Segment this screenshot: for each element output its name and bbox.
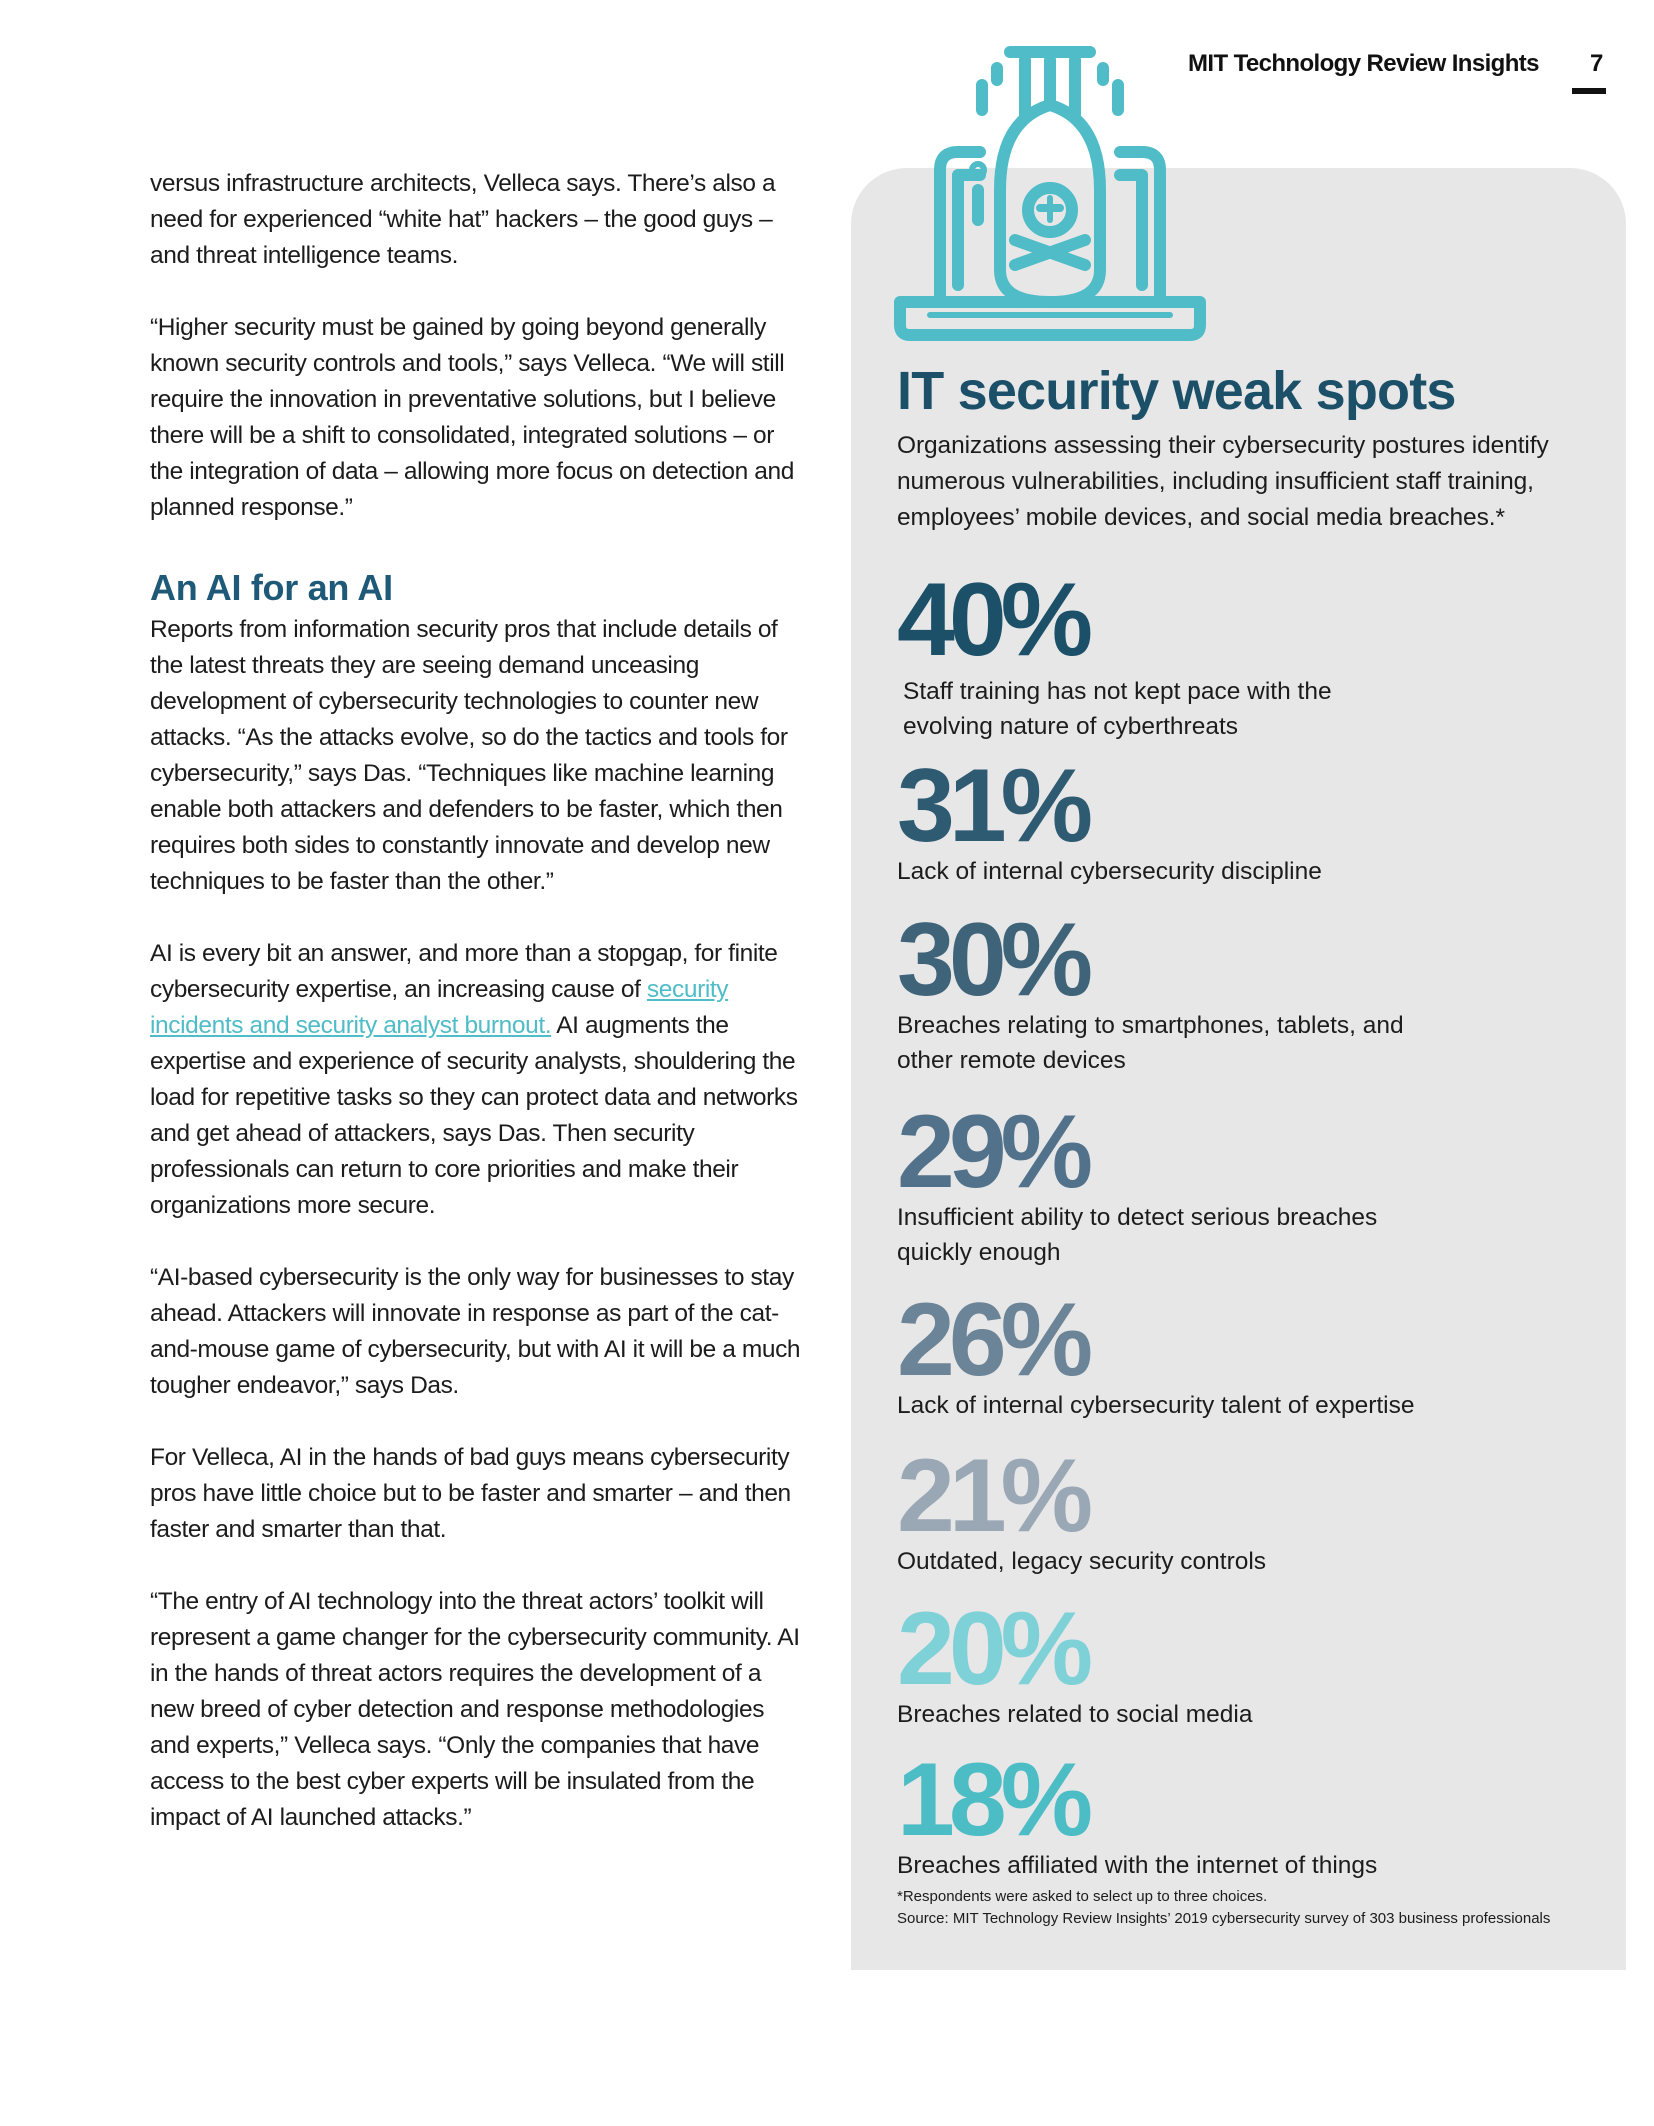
stat-20 xyxy=(897,1591,1497,1732)
stat-29 xyxy=(897,1094,1457,1270)
stat-value: 29% xyxy=(897,1094,1088,1210)
stat-value: 21% xyxy=(897,1438,1088,1554)
stat-label: Breaches relating to smartphones, tablets, and other remote devices xyxy=(897,1012,1404,1074)
sidebar-footnotes xyxy=(897,1886,1597,1930)
header-brand: MIT Technology Review Insights xyxy=(1188,50,1539,77)
stat-label: Outdated, legacy security controls xyxy=(897,1548,1267,1575)
section-heading: An AI for an AI xyxy=(150,567,393,608)
paragraph-4 xyxy=(150,936,810,1224)
sidebar-header xyxy=(897,360,1597,536)
stat-label: Lack of internal cybersecurity talent of expertise xyxy=(897,1392,1415,1419)
left-column xyxy=(150,166,810,1872)
sidebar-intro: Organizations assessing their cybersecurity postures identify numerous vulnerabilities, including insufficient staff training, employees’ mobile devices, and social media breaches.* xyxy=(897,432,1549,531)
paragraph-7: “The entry of AI technology into the threat actors’ toolkit will represent a game changer for the cybersecurity community. AI in the hands of threat actors requires the development of a new breed of cyber detection and response methodologies and experts,” Velleca says. “Only the companies that have access to the best cyber experts will be insulated from the impact of AI launched attacks.” xyxy=(150,1588,800,1831)
burnout-link[interactable]: security incidents and security analyst burnout. xyxy=(150,976,729,1039)
paragraph-5: “AI-based cybersecurity is the only way for businesses to stay ahead. Attackers will innovate in response as part of the cat-and-mouse game of cybersecurity, but with AI it will be a much tougher endeavor,” says Das. xyxy=(150,1264,801,1399)
page-number-rule xyxy=(1572,88,1606,94)
stat-label: Staff training has not kept pace with the evolving nature of cyberthreats xyxy=(903,678,1332,740)
stat-value: 40% xyxy=(897,562,1088,678)
stat-value: 30% xyxy=(897,902,1088,1018)
paragraph-6: For Velleca, AI in the hands of bad guys means cybersecurity pros have little choice but to be faster and smarter – and then faster and smarter than that. xyxy=(150,1444,791,1543)
stat-label: Lack of internal cybersecurity discipline xyxy=(897,858,1322,885)
sidebar-title: IT security weak spots xyxy=(897,361,1456,421)
footnote: *Respondents were asked to select up to three choices. xyxy=(897,1888,1268,1905)
page-number: 7 xyxy=(1590,50,1604,77)
stat-value: 18% xyxy=(897,1742,1088,1858)
stat-40 xyxy=(897,562,1417,744)
paragraph-4-text-b: AI augments the expertise and experience of security analysts, shouldering the load for repetitive tasks so they can protect data and networks and get ahead of attackers, says Das. Then security professionals can return to core priorities and make their organizations more secure. xyxy=(150,1012,798,1219)
source-note: Source: MIT Technology Review Insights’ 2019 cybersecurity survey of 303 business professionals xyxy=(897,1910,1551,1927)
stat-value: 20% xyxy=(897,1591,1088,1707)
stat-value: 31% xyxy=(897,748,1088,864)
laptop-bomb-icon xyxy=(890,40,1210,360)
paragraph-4-text-a: AI is every bit an answer, and more than a stopgap, for finite cybersecurity expertise, an increasing cause of xyxy=(150,940,778,1003)
paragraph-1: versus infrastructure architects, Velleca says. There’s also a need for experienced “white hat” hackers – the good guys – and threat intelligence teams. xyxy=(150,170,776,269)
stat-label: Insufficient ability to detect serious breaches quickly enough xyxy=(897,1204,1378,1266)
stat-30 xyxy=(897,902,1417,1078)
stat-21 xyxy=(897,1438,1497,1579)
stat-26 xyxy=(897,1282,1537,1423)
stat-label: Breaches affiliated with the internet of things xyxy=(897,1852,1378,1879)
paragraph-3: Reports from information security pros that include details of the latest threats they are seeing demand unceasing development of cybersecurity technologies to counter new attacks. “As the attacks evolve, so do the tactics and tools for cybersecurity,” says Das. “Techniques like machine learning enable both attackers and defenders to be faster, which then requires both sides to constantly innovate and develop new techniques to be faster than the other.” xyxy=(150,616,788,895)
paragraph-2: “Higher security must be gained by going beyond generally known security controls and tools,” says Velleca. “We will still require the innovation in preventative solutions, but I believe there will be a shift to consolidated, integrated solutions – or the integration of data – allowing more focus on detection and planned response.” xyxy=(150,314,794,521)
stat-value: 26% xyxy=(897,1282,1088,1398)
stat-label: Breaches related to social media xyxy=(897,1701,1253,1728)
stat-31 xyxy=(897,748,1497,889)
stat-18 xyxy=(897,1742,1537,1883)
